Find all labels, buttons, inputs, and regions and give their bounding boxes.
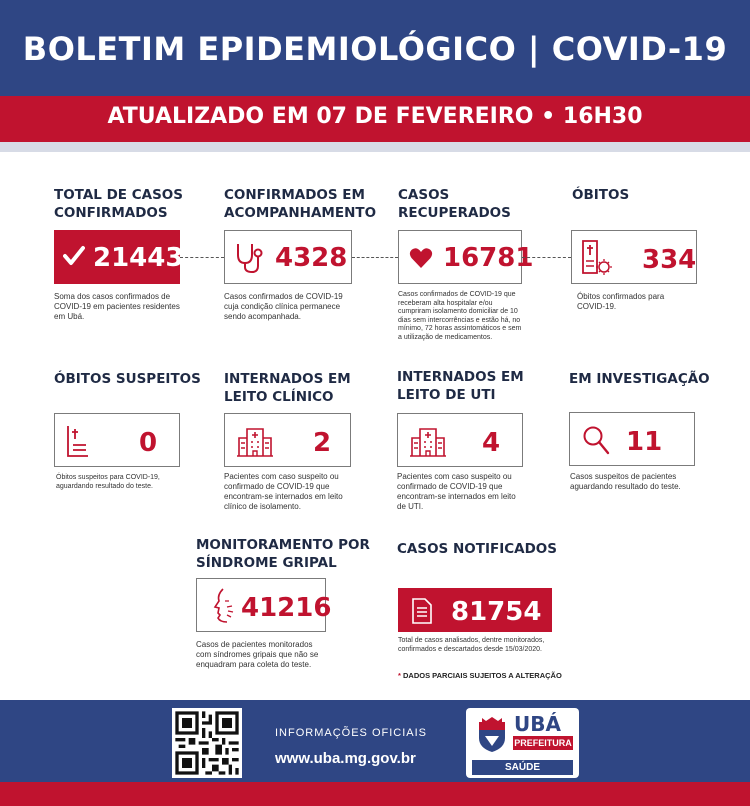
connector-line (522, 257, 571, 258)
card-title-investigacao: EM INVESTIGAÇÃO (569, 371, 710, 387)
card-desc-notificados: Total de casos analisados, dentre monitorados, confirmados e descartados desde 15/03/2020. (398, 637, 545, 653)
card-leito-clinico (224, 413, 351, 467)
divider-strip (0, 142, 750, 152)
card-desc-obitos-suspeitos: Óbitos suspeitos para COVID-19, aguardando resultado do teste. (56, 474, 160, 490)
card-title-obitos-suspeitos: ÓBITOS SUSPEITOS (54, 371, 201, 387)
card-desc-recuperados: Casos confirmados de COVID-19 que receberam alta hospitalar e/ou cumpriram isolamento domiciliar de 10 dias sem intercorrências e estão há, no mínimo, 72 horas assintomáticos e sem a utilização de medicamentos. (398, 291, 522, 341)
prefeitura-logo (466, 708, 579, 778)
card-desc-acompanhamento: Casos confirmados de COVID-19 cuja condição clínica permanece sendo acompanhada. (224, 292, 343, 321)
hospital-icon (235, 424, 275, 458)
card-desc-leito-clinico: Pacientes com caso suspeito ou confirmado de COVID-19 que encontram-se internados em leito clínico de isolamento. (224, 472, 343, 511)
sindrome-value: 41216 (241, 593, 332, 623)
death-certificate-icon (580, 239, 612, 277)
update-date: ATUALIZADO EM 07 DE FEVEREIRO • 16H30 (107, 104, 643, 129)
sneeze-face-icon (207, 587, 237, 625)
logo-department: SAÚDE (472, 760, 573, 775)
card-acompanhamento (224, 230, 352, 284)
card-sindrome (196, 578, 332, 632)
page-title: BOLETIM EPIDEMIOLÓGICO | COVID-19 (22, 30, 728, 68)
logo-name: UBÁ (514, 712, 561, 736)
leito-clinico-value: 2 (313, 428, 332, 458)
card-recuperados (398, 230, 534, 284)
card-title-acompanhamento: CONFIRMADOS EM ACOMPANHAMENTO (224, 187, 377, 221)
qr-code-icon[interactable] (172, 708, 242, 778)
connector-line (180, 257, 224, 258)
city-crest-icon (476, 716, 508, 754)
card-desc-uti: Pacientes com caso suspeito ou confirmado de COVID-19 que encontram-se internados em leito de UTI. (397, 472, 516, 511)
site-link[interactable]: www.uba.mg.gov.br (275, 750, 416, 767)
obitos-suspeitos-value: 0 (139, 428, 158, 458)
card-title-notificados: CASOS NOTIFICADOS (397, 541, 557, 557)
acompanhamento-value: 4328 (275, 243, 348, 273)
cross-document-icon (65, 424, 91, 458)
card-title-recuperados: CASOS RECUPERADOS (398, 187, 511, 221)
connector-line (352, 257, 398, 258)
check-icon (63, 245, 85, 267)
document-icon (411, 597, 433, 625)
header-banner (0, 0, 750, 96)
stethoscope-icon (233, 241, 267, 275)
magnifier-icon (582, 425, 610, 455)
info-label: INFORMAÇÕES OFICIAIS (275, 727, 428, 739)
card-uti (397, 413, 523, 467)
card-total (54, 230, 184, 284)
uti-value: 4 (482, 428, 501, 458)
hospital-icon (408, 424, 448, 458)
footer-stripe (0, 782, 750, 806)
logo-subtitle: PREFEITURA (514, 738, 572, 748)
card-investigacao (569, 412, 695, 466)
card-title-leito-clinico: INTERNADOS EM LEITO CLÍNICO (224, 371, 351, 405)
card-desc-sindrome: Casos de pacientes monitorados com síndromes gripais que não se enquadram para coleta do teste. (196, 640, 319, 669)
card-desc-obitos: Óbitos confirmados para COVID-19. (577, 292, 665, 311)
partial-data-note: * DADOS PARCIAIS SUJEITOS A ALTERAÇÃO (398, 671, 562, 680)
obitos-value: 334 (642, 245, 697, 275)
card-obitos-suspeitos (54, 413, 180, 467)
card-title-total: TOTAL DE CASOS CONFIRMADOS (54, 187, 184, 221)
card-title-uti: INTERNADOS EM LEITO DE UTI (397, 369, 524, 403)
card-title-obitos: ÓBITOS (572, 187, 630, 203)
card-title-sindrome: MONITORAMENTO POR SÍNDROME GRIPAL (196, 537, 370, 571)
notificados-value: 81754 (451, 597, 542, 627)
card-obitos (571, 230, 697, 284)
investigacao-value: 11 (626, 427, 663, 457)
update-banner (0, 96, 750, 142)
heart-icon (409, 247, 433, 269)
total-value: 21443 (93, 243, 184, 273)
card-notificados (398, 588, 552, 632)
card-desc-investigacao: Casos suspeitos de pacientes aguardando resultado do teste. (570, 472, 681, 491)
recuperados-value: 16781 (443, 243, 534, 273)
card-desc-total: Soma dos casos confirmados de COVID-19 em pacientes residentes em Ubá. (54, 292, 180, 321)
